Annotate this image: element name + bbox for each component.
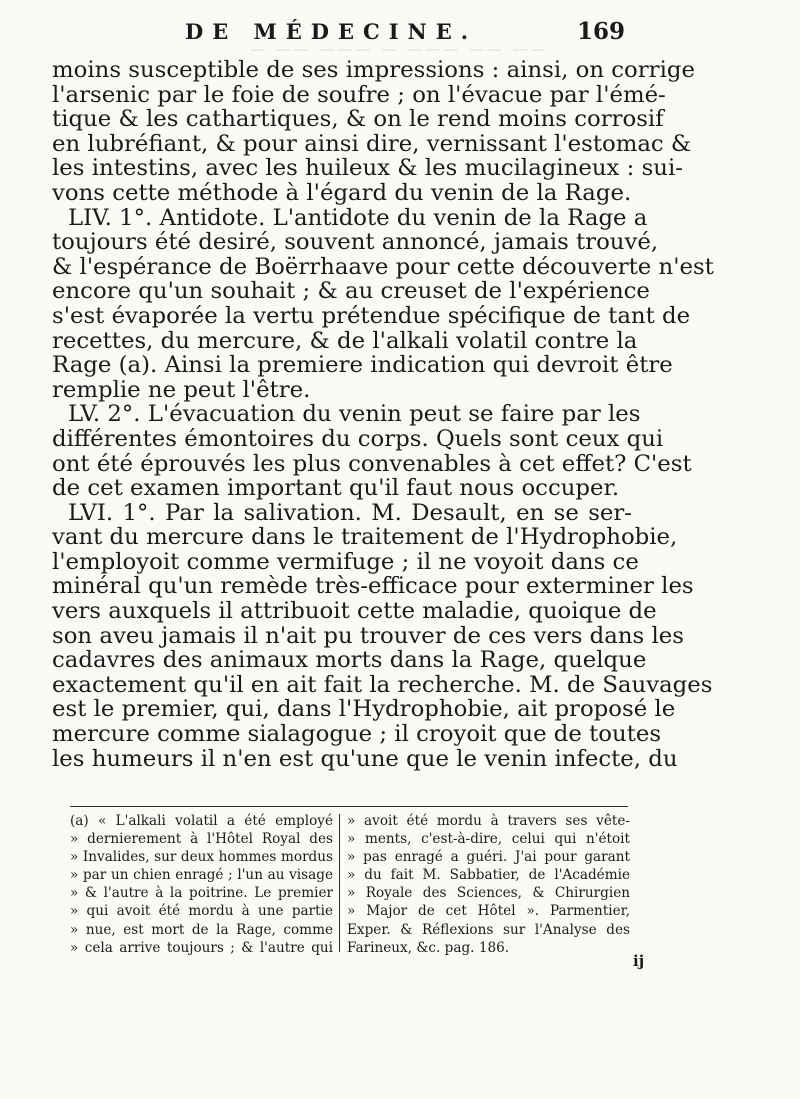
text-line: encore qu'un souhait ; & au creuset de l'expérience [52,278,650,305]
footnote-line: » nue, est mort de la Rage, comme [70,921,333,938]
text-line: ont été éprouvés les plus convenables à cet effet? C'est [52,450,692,477]
text-line: tique & les cathartiques, & on le rend moins corrosif [52,106,664,133]
footnote-line: » cela arrive toujours ; & l'autre qui [70,939,333,956]
text-line: les humeurs il n'en est qu'une que le venin infecte, du [52,745,678,772]
footnote-line: » dernierement à l'Hôtel Royal des [70,831,333,848]
running-head: DE MÉDECINE. [185,19,478,44]
footnote-line: » avoit été mordu à travers ses vête- [347,813,630,829]
footnote-rule [70,806,628,807]
footnote-line: » pas enragé a guéri. J'ai pour garant [347,849,630,866]
signature-mark: ij [633,952,645,970]
text-line: LV. 2°. L'évacuation du venin peut se faire par les [68,401,641,428]
text-line: vant du mercure dans le traitement de l'Hydrophobie, [52,524,678,551]
text-line: exactement qu'il en ait fait la recherche. M. de Sauvages [52,671,713,698]
text-line: les intestins, avec les huileux & les mucilagineux : sui- [52,155,683,182]
footnote-right-column [347,812,630,957]
text-line: LVI. 1°. Par la salivation. M. Desault, en se ser- [68,499,632,526]
text-line: vons cette méthode à l'égard du venin de la Rage. [52,179,632,206]
footnote-line: Farineux, &c. pag. 186. [347,939,510,956]
text-line: moins susceptible de ses impressions : ainsi, on corrige [52,57,695,83]
footnote-line: » qui avoit été mordu à une partie [70,903,333,920]
text-line: remplie ne peut l'être. [52,376,311,403]
footnote-left-column [70,812,333,957]
text-line: recettes, du mercure, & de l'alkali volatil contre la [52,327,638,354]
text-line: minéral qu'un remède très-efficace pour exterminer les [52,573,694,600]
footnote-line: » Royale des Sciences, & Chirurgien [347,885,630,902]
text-line: l'arsenic par le foie de soufre ; on l'évacue par l'émé- [52,81,666,108]
text-line: LIV. 1°. Antidote. L'antidote du venin de la Rage a [68,204,648,231]
text-line: de cet examen important qu'il faut nous occuper. [52,475,620,502]
page-header [185,18,625,45]
main-text [52,57,714,772]
text-line: cadavres des animaux morts dans la Rage, quelque [52,647,647,674]
text-line: son aveu jamais il n'ait pu trouver de ces vers dans les [52,622,684,649]
text-line: toujours été desiré, souvent annoncé, jamais trouvé, [52,229,659,256]
footnote-line: (a) « L'alkali volatil a été employé [70,813,333,829]
column-divider [339,814,340,952]
text-line: l'employoit comme vermifuge ; il ne voyoit dans ce [52,548,639,575]
footnote-line: » Major de cet Hôtel ». Parmentier, [347,903,630,920]
footnote-line: » & l'autre à la poitrine. Le premier [70,885,333,902]
text-line: Rage (a). Ainsi la premiere indication qui devroit être [52,352,673,379]
text-line: différentes émontoires du corps. Quels sont ceux qui [52,425,664,452]
footnote-line: » du fait M. Sabbatier, de l'Académie [347,867,630,884]
text-line: en lubréfiant, & pour ainsi dire, vernissant l'estomac & [52,130,692,157]
page-number: 169 [576,18,625,45]
text-line: vers auxquels il attribuoit cette maladie, quoique de [52,598,657,625]
text-line: mercure comme sialagogue ; il croyoit que de toutes [52,721,662,748]
footnote-line: » Invalides, sur deux hommes mordus [70,849,333,866]
footnote-line: » par un chien enragé ; l'un au visage [70,867,333,884]
footnote-line: » ments, c'est-à-dire, celui qui n'étoit [347,831,630,848]
footnote-line: Exper. & Réflexions sur l'Analyse des [347,921,630,938]
text-line: s'est évaporée la vertu prétendue spécifique de tant de [52,302,691,329]
text-line: & l'espérance de Boërrhaave pour cette découverte n'est [52,253,714,280]
text-line: est le premier, qui, dans l'Hydrophobie, ait proposé le [52,696,676,723]
show-through-text: — —— ——— — ——— —— —— [250,40,549,58]
